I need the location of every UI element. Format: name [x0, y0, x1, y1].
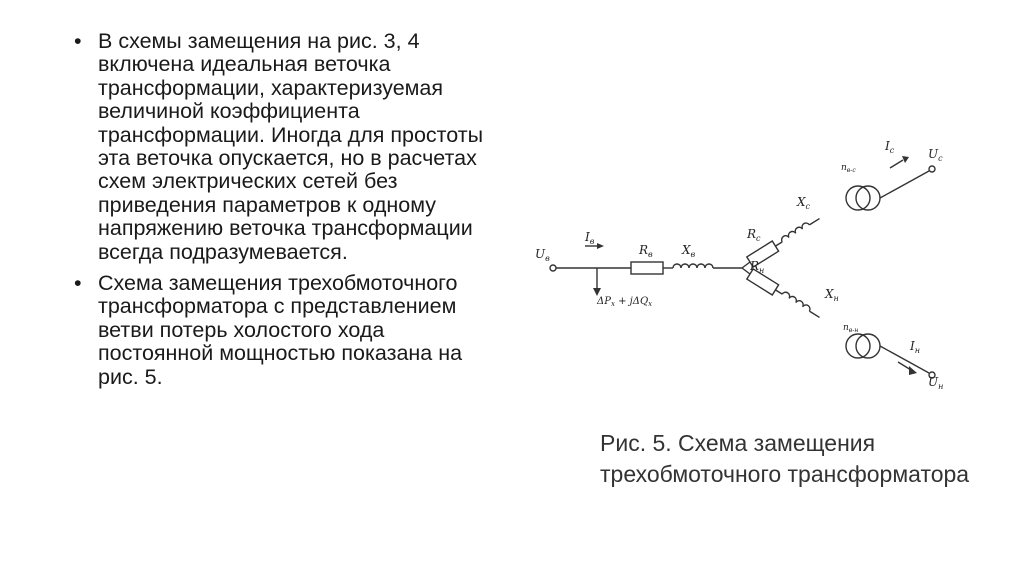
bullet-dot: •: [74, 29, 82, 53]
bullet-item: [72, 272, 502, 389]
bullet-item: [72, 30, 502, 264]
terminal-c: [929, 166, 935, 172]
i-c-arrow: [890, 160, 903, 168]
label-u-c: $U_с$: [928, 147, 943, 163]
transformer-n-coil-1: [846, 334, 870, 358]
inductor-x-n: [782, 291, 811, 311]
bullet-list: [72, 30, 502, 397]
resistor-r-v: [631, 262, 663, 274]
inductor-x-v: [673, 264, 713, 268]
label-u-n: $U_н$: [928, 375, 944, 391]
label-r-n: $R_н$: [750, 259, 765, 275]
label-x-v: $X_в$: [682, 243, 696, 259]
bullet-text: В схемы замещения на рис. 3, 4 включена идеальная веточка трансформации, характеризуемая величиной коэффициента трансформации. Иногда для простоты эта веточка опускается, но в расчетах схем электрических сетей без приведения параметров к одному напряжению веточка трансформации всегда подразумевается.: [98, 29, 484, 264]
inductor-x-c: [780, 222, 809, 242]
label-i-n: $I_н$: [910, 339, 921, 355]
bullet-text: Схема замещения трехобмоточного трансформатора с представлением ветви потерь холостого хода постоянной мощностью показана на рис. 5.: [98, 271, 463, 389]
figure-caption: Рис. 5. Схема замещения трехобмоточного трансформатора: [600, 430, 970, 487]
label-n-c: $n_{в-с}$: [841, 163, 856, 174]
transformer-circuit-diagram: [525, 128, 965, 408]
label-r-v: $R_в$: [639, 243, 653, 259]
label-i-in: $I_в$: [585, 230, 595, 246]
label-x-n: $X_н$: [825, 287, 839, 303]
label-n-n: $n_{в-н}$: [843, 323, 859, 334]
transformer-c-coil-2: [856, 186, 880, 210]
transformer-c-coil-1: [846, 186, 870, 210]
transformer-n-coil-2: [856, 334, 880, 358]
label-u-in: $U_в$: [535, 247, 550, 263]
label-x-c: $X_с$: [797, 195, 811, 211]
label-losses: $\Delta P_x + j\Delta Q_x$: [597, 296, 653, 308]
input-terminal: [550, 265, 556, 271]
bullet-dot: •: [74, 271, 82, 296]
label-r-c: $R_с$: [747, 227, 761, 243]
label-i-c: $I_с$: [885, 139, 895, 155]
